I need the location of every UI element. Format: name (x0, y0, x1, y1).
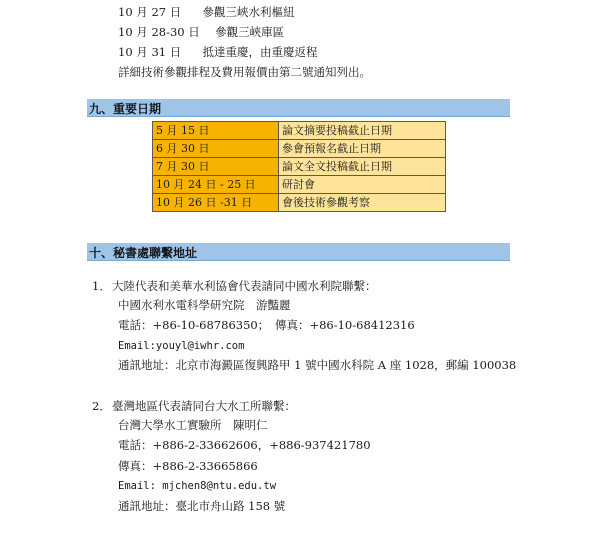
itinerary-line-3 (118, 44, 318, 60)
contact-1-number: 1． (92, 279, 111, 293)
contact-1-phone: 電話：+86-10-68786350； 傳真：+86-10-68412316 (118, 318, 415, 332)
contact-1-heading: 大陸代表和美華水利協會代表請同中國水利院聯繫： (112, 279, 377, 293)
table-row (153, 122, 446, 140)
section-title: 十、秘書處聯繫地址 (89, 246, 198, 260)
date-cell: 10 月 26 日 -31 日 (153, 194, 279, 212)
itinerary-line-1 (118, 4, 295, 20)
contact-2-address: 通訊地址：臺北市舟山路 158 號 (118, 499, 286, 513)
itinerary-note: 詳細技術參觀排程及費用報價由第二號通知列出。 (118, 65, 371, 79)
section-title: 九、重要日期 (89, 102, 162, 116)
itinerary-text: 抵達重慶，由重慶返程 (202, 45, 318, 59)
contact-2-email: Email: mjchen8@ntu.edu.tw (118, 480, 277, 492)
date-cell: 10 月 24 日 - 25 日 (153, 176, 279, 194)
contact-2-phone: 電話：+886-2-33662606，+886-937421780 (118, 438, 371, 452)
date-cell: 5 月 15 日 (153, 122, 279, 140)
table-row (153, 194, 446, 212)
table-row (153, 140, 446, 158)
event-cell: 論文摘要投稿截止日期 (279, 122, 446, 140)
contact-1-email: Email:youyl@iwhr.com (118, 340, 245, 352)
event-cell: 參會預報名截止日期 (279, 140, 446, 158)
contact-1-org: 中國水利水電科學研究院 游豔麗 (118, 298, 291, 312)
contact-1-address: 通訊地址：北京市海澱區復興路甲 1 號中國水科院 A 座 1028，郵編 100038 (118, 358, 517, 372)
date-cell: 7 月 30 日 (153, 158, 279, 176)
section-header-secretariat (87, 243, 510, 261)
table-row (153, 176, 446, 194)
event-cell: 研討會 (279, 176, 446, 194)
contact-2-heading: 臺灣地區代表請同台大水工所聯繫： (112, 399, 296, 413)
contact-2-org: 台灣大學水工實驗所 陳明仁 (118, 418, 268, 432)
itinerary-date: 10 月 28-30 日 (118, 25, 200, 39)
event-cell: 會後技術參觀考察 (279, 194, 446, 212)
date-cell: 6 月 30 日 (153, 140, 279, 158)
itinerary-text: 參觀三峽水利樞紐 (202, 5, 295, 19)
itinerary-line-2 (118, 24, 284, 40)
important-dates-table (152, 121, 446, 212)
itinerary-date: 10 月 31 日 (118, 45, 182, 59)
itinerary-date: 10 月 27 日 (118, 5, 182, 19)
table-row (153, 158, 446, 176)
contact-2-number: 2． (92, 399, 111, 413)
section-header-important-dates (87, 99, 510, 117)
contact-2-fax: 傳真：+886-2-33665866 (118, 459, 258, 473)
itinerary-text: 參觀三峽庫區 (215, 25, 285, 39)
event-cell: 論文全文投稿截止日期 (279, 158, 446, 176)
